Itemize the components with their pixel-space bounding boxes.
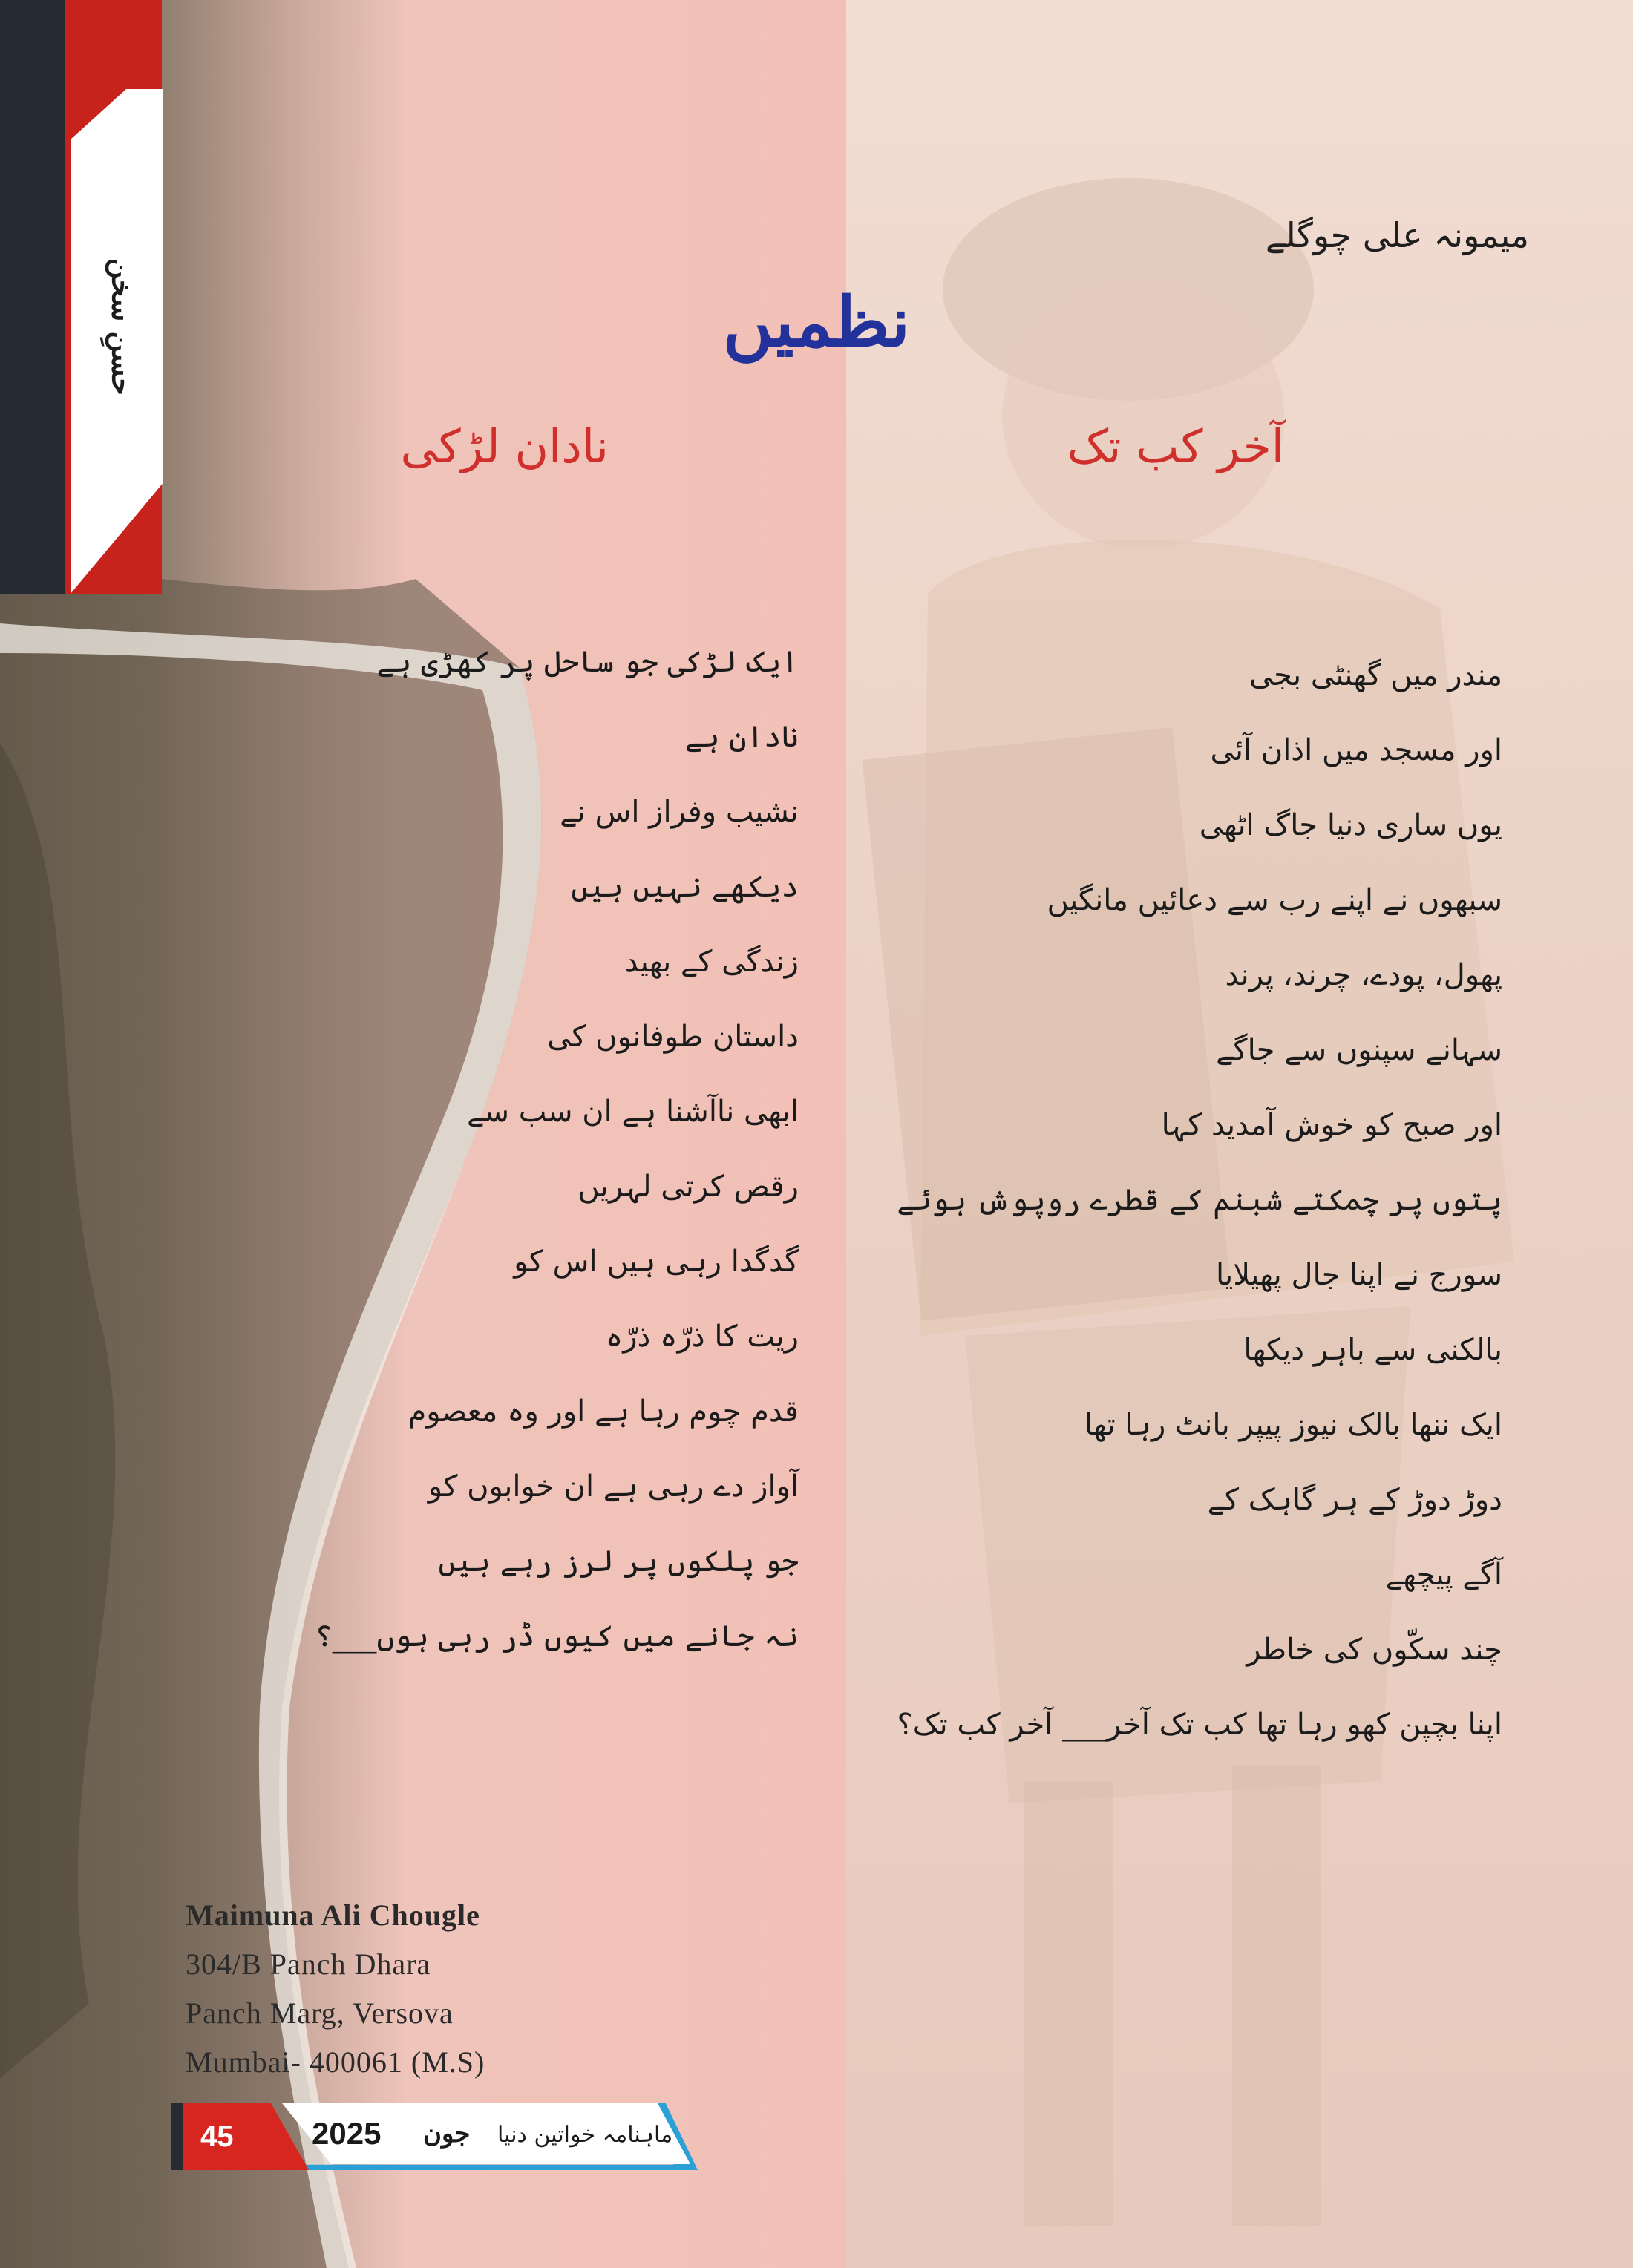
poem-line: نہ جانے میں کیوں ڈر رہی ہوں___؟: [315, 1619, 799, 1654]
poem-line: آگے پیچھے: [1385, 1558, 1502, 1592]
author-name-urdu: میمونہ علی چوگلے: [1265, 215, 1529, 255]
poem-title-right: آخر کب تک: [1067, 419, 1284, 473]
poem-line: بالکنی سے باہر دیکھا: [1243, 1333, 1502, 1367]
poem-line: دوڑ دوڑ کے ہر گاہک کے: [1207, 1483, 1502, 1517]
poem-left: [315, 625, 799, 1674]
poem-title-left: نادان لڑکی: [400, 419, 609, 473]
poem-line: سہانے سپنوں سے جاگے: [1216, 1033, 1502, 1067]
poem-line: ایک لڑکی جو ساحل پر کھڑی ہے: [376, 645, 799, 679]
poem-line: نادان ہے: [684, 720, 799, 754]
section-title: نظمیں: [722, 282, 911, 362]
side-tab-label: حسنِ سخن: [105, 258, 140, 396]
poem-line: رقص کرتی لہریں: [577, 1170, 799, 1204]
poem-line: ریت کا ذرّہ ذرّہ: [605, 1320, 799, 1354]
poem-line: ایک ننھا بالک نیوز پیپر بانٹ رہا تھا: [1084, 1408, 1502, 1442]
author-name-english: Maimuna Ali Chougle: [186, 1898, 480, 1932]
address-line: Panch Marg, Versova: [186, 1996, 454, 2030]
poem-line: سبھوں نے اپنے رب سے دعائیں مانگیں: [1047, 883, 1502, 917]
poem-line: اور صبح کو خوش آمدید کہا: [1161, 1108, 1502, 1142]
poem-line: اپنا بچپن کھو رہا تھا کب تک آخر___ آخر کب تک؟: [897, 1708, 1502, 1742]
poem-right: [897, 638, 1502, 1763]
poem-line: چند سکّوں کی خاطر: [1246, 1633, 1502, 1667]
issue-year: 2025: [312, 2116, 382, 2151]
author-address: [186, 1891, 485, 2087]
poem-line: ابھی ناآشنا ہے ان سب سے: [467, 1095, 799, 1129]
magazine-name: ماہنامہ خواتین دنیا: [497, 2122, 673, 2148]
poem-line: دیکھے نہیں ہیں: [571, 870, 799, 904]
poem-line: اور مسجد میں اذان آئی: [1210, 733, 1502, 767]
poem-line: سورج نے اپنا جال پھیلایا: [1215, 1258, 1502, 1292]
poem-line: مندر میں گھنٹی بجی: [1249, 658, 1502, 692]
poem-line: قدم چوم رہا ہے اور وہ معصوم: [408, 1394, 799, 1429]
footer-dark-bar: [171, 2103, 183, 2170]
poem-line: آواز دے رہی ہے ان خوابوں کو: [428, 1469, 799, 1504]
poem-line: پتوں پر چمکتے شبنم کے قطرے روپوش ہوئے: [897, 1183, 1502, 1217]
poem-line: جو پلکوں پر لرز رہے ہیں: [438, 1544, 799, 1579]
poem-line: یوں ساری دنیا جاگ اٹھی: [1199, 808, 1502, 842]
page-number: 45: [200, 2120, 234, 2153]
address-line: 304/B Panch Dhara: [186, 1947, 431, 1981]
poem-line: زندگی کے بھید: [624, 945, 799, 979]
poem-line: داستان طوفانوں کی: [547, 1020, 799, 1054]
poem-line: پھول، پودے، چرند، پرند: [1225, 958, 1502, 992]
poem-line: گدگدا رہی ہیں اس کو: [514, 1245, 799, 1279]
address-line: Mumbai- 400061 (M.S): [186, 2045, 485, 2079]
issue-month: جون: [423, 2119, 471, 2149]
footer-badge: [171, 2103, 698, 2170]
poem-line: نشیب وفراز اس نے: [560, 795, 799, 829]
